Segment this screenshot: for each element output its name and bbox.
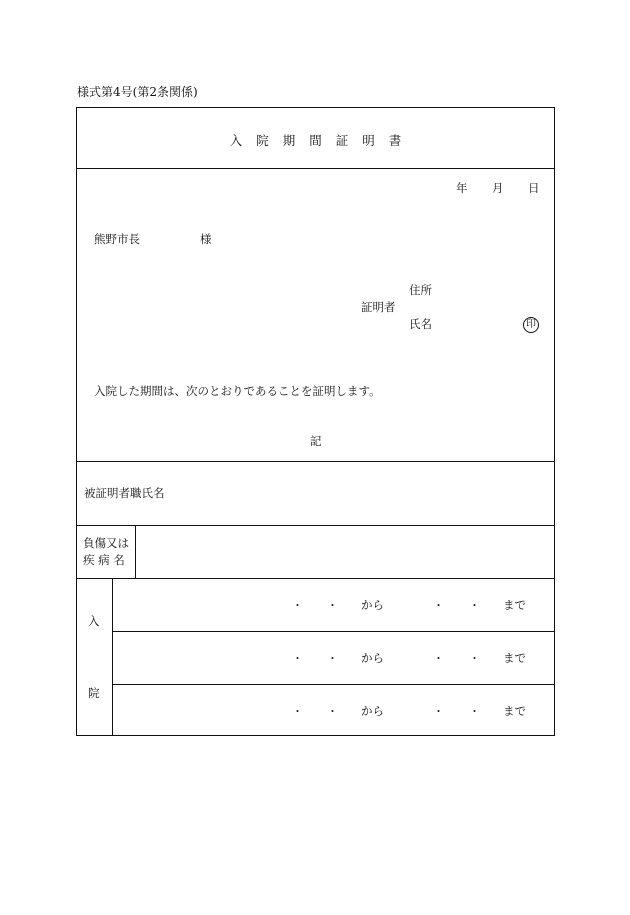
period-dot: ・ — [433, 599, 444, 612]
disease-label-line2: 疾 病 名 — [83, 553, 125, 567]
date-month: 月 — [492, 181, 504, 195]
divider-title — [76, 168, 555, 169]
period-dot: ・ — [327, 705, 338, 718]
period-dot: ・ — [433, 652, 444, 665]
divider-disease — [76, 525, 555, 526]
period-from-label: から — [361, 598, 384, 612]
certifier-address-label: 住所 — [409, 283, 432, 297]
period-until-label: まで — [503, 704, 526, 718]
subject-name-label: 被証明者職氏名 — [84, 486, 165, 500]
certifier-name-label: 氏名 — [409, 317, 432, 331]
date-day: 日 — [528, 181, 540, 195]
certificate-frame — [76, 107, 555, 736]
divider-period-2 — [112, 684, 555, 685]
form-number: 様式第4号(第2条関係) — [77, 85, 198, 99]
title-char: 期 — [282, 133, 296, 148]
certifier-label: 証明者 — [361, 300, 396, 314]
disease-label-line1: 負傷又は — [83, 536, 129, 550]
title-char: 証 — [335, 133, 349, 148]
title-char: 入 — [229, 133, 243, 148]
certification-statement: 入院した期間は、次のとおりであることを証明します。 — [94, 384, 381, 398]
divider-hospital — [76, 578, 555, 579]
period-dot: ・ — [469, 652, 480, 665]
seal-mark: 印 — [523, 317, 539, 333]
document-title — [76, 135, 555, 148]
hospital-label-top: 入 — [88, 614, 100, 628]
period-dot: ・ — [433, 705, 444, 718]
period-dot: ・ — [292, 705, 303, 718]
period-dot: ・ — [292, 599, 303, 612]
period-dot: ・ — [469, 599, 480, 612]
title-char: 書 — [388, 133, 402, 148]
divider-period-1 — [112, 631, 555, 632]
divider-subject — [76, 461, 555, 462]
note-mark: 記 — [310, 434, 322, 448]
title-char: 院 — [256, 133, 269, 148]
date-year: 年 — [456, 181, 468, 195]
title-char: 間 — [309, 133, 322, 148]
period-dot: ・ — [327, 652, 338, 665]
period-dot: ・ — [469, 705, 480, 718]
divider-hospital-label — [112, 578, 113, 736]
period-dot: ・ — [327, 599, 338, 612]
period-until-label: まで — [503, 651, 526, 665]
period-until-label: まで — [503, 598, 526, 612]
divider-disease-label — [135, 525, 136, 578]
period-from-label: から — [361, 651, 384, 665]
title-char: 明 — [362, 133, 375, 148]
addressee-honorific: 様 — [200, 232, 212, 246]
period-from-label: から — [361, 704, 384, 718]
period-dot: ・ — [292, 652, 303, 665]
addressee-name: 熊野市長 — [94, 232, 140, 246]
hospital-label-bottom: 院 — [88, 686, 100, 700]
